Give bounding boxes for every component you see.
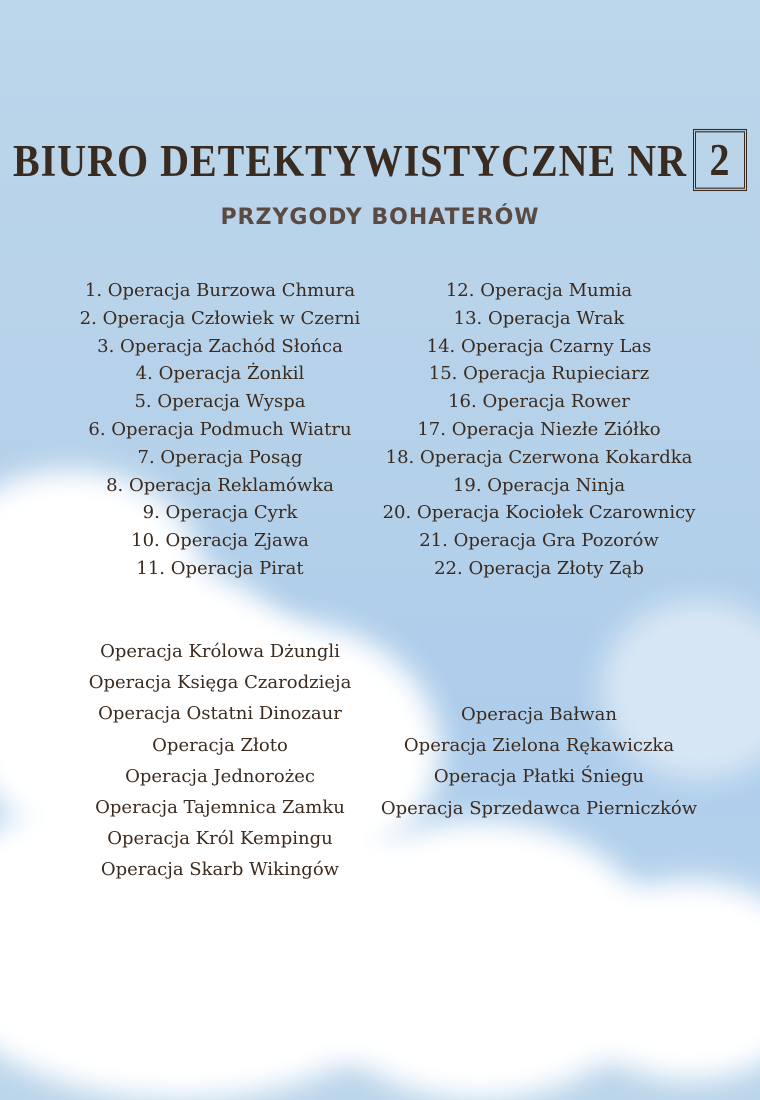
special-list-right [378,699,700,824]
series-title-text: BIURO DETEKTYWISTYCZNE NR [12,134,688,186]
subtitle: PRZYGODY BOHATERÓW [220,205,540,230]
list-item: Operacja Zielona Rękawiczka [403,735,675,757]
list-item: Operacja Tajemnica Zamku [95,796,345,818]
list-item: 17. Operacja Niezłe Ziółko [417,418,661,440]
list-item: Operacja Jednorożec [125,765,315,787]
list-item: 5. Operacja Wyspa [134,391,306,413]
list-item: 4. Operacja Żonkil [135,363,305,385]
list-item: 11. Operacja Pirat [136,557,304,579]
numbered-list-right [378,277,700,583]
list-item: 16. Operacja Rower [448,391,630,413]
list-item: 21. Operacja Gra Pozorów [419,530,659,552]
list-item: 18. Operacja Czerwona Kokardka [385,446,693,468]
list-item: 20. Operacja Kociołek Czarownicy [382,502,696,524]
list-item: 19. Operacja Ninja [452,474,626,496]
special-list-left [60,636,380,886]
list-item: 10. Operacja Zjawa [131,530,309,552]
list-item: 1. Operacja Burzowa Chmura [84,280,356,301]
list-item: 15. Operacja Rupieciarz [428,363,650,385]
list-item: Operacja Król Kempingu [107,828,333,850]
list-item: 8. Operacja Reklamówka [106,474,334,496]
list-item: Operacja Ostatni Dinozaur [98,703,342,725]
list-item: Operacja Skarb Wikingów [100,859,340,881]
list-item: Operacja Złoto [152,734,288,756]
list-item: Operacja Bałwan [461,704,617,725]
list-item: Operacja Sprzedawca Pierniczków [380,797,698,819]
list-item: 2. Operacja Człowiek w Czerni [79,307,361,329]
list-item: 9. Operacja Cyrk [142,502,298,524]
list-item: Operacja Księga Czarodzieja [88,672,352,694]
header [0,133,760,187]
list-item: 7. Operacja Posąg [137,446,303,468]
list-item: 13. Operacja Wrak [453,307,625,329]
series-title [13,129,747,191]
list-item: 14. Operacja Czarny Las [426,335,652,357]
list-item: 6. Operacja Podmuch Wiatru [88,418,352,440]
list-item: 3. Operacja Zachód Słońca [97,335,343,357]
list-item: Operacja Płatki Śniegu [433,766,645,788]
list-item: 22. Operacja Złoty Ząb [434,557,644,579]
numbered-list-left [60,277,380,583]
series-number-badge: 2 [693,129,747,191]
list-item: 12. Operacja Mumia [445,280,633,301]
list-item: Operacja Królowa Dżungli [100,641,340,662]
